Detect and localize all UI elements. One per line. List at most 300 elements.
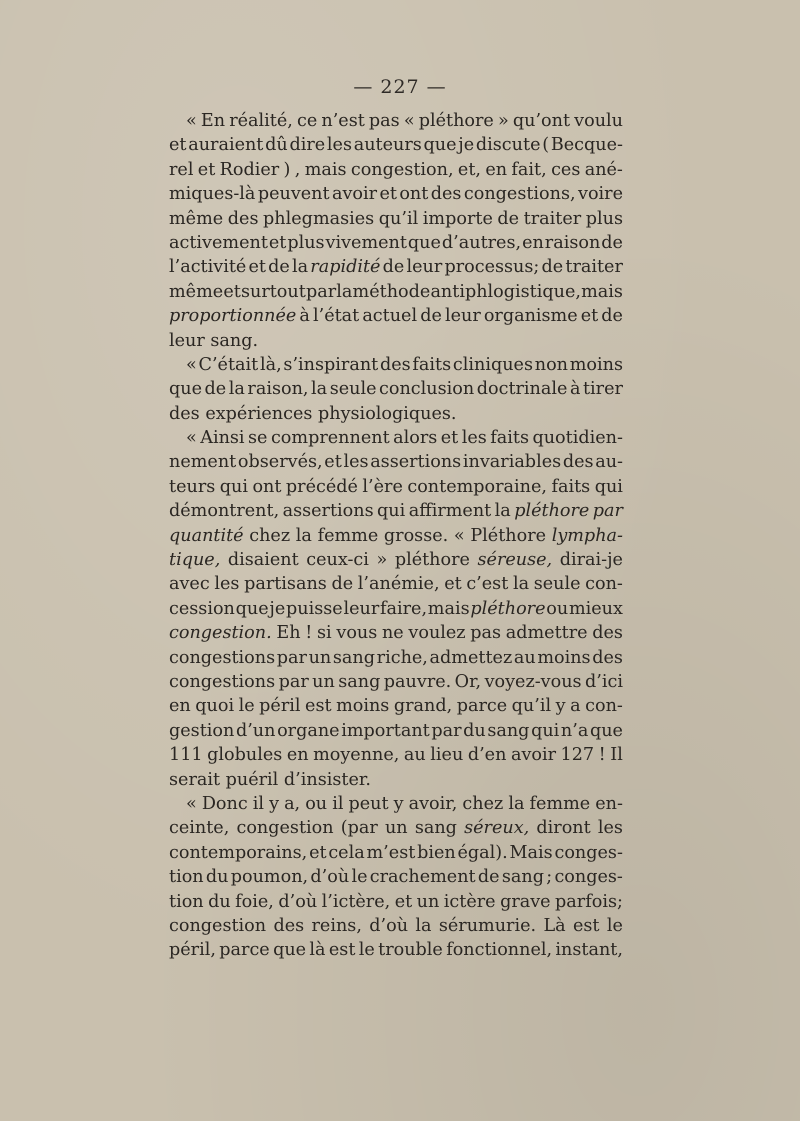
word: Eh (276, 623, 301, 644)
word: peut (348, 793, 389, 814)
word: ces (551, 159, 581, 180)
word: trouble (378, 940, 443, 961)
word: que (423, 135, 457, 156)
word: pas (470, 623, 502, 644)
word: les (461, 428, 487, 449)
word: m’est (366, 842, 416, 863)
word: ont (252, 476, 282, 497)
text-line (169, 694, 623, 718)
word: chez (249, 525, 291, 546)
word: pléthore (394, 550, 470, 571)
word: vous (336, 623, 378, 644)
word: leur (406, 257, 443, 278)
word: des (592, 623, 623, 644)
word: ceux-ci (306, 550, 369, 571)
word: 127 (560, 745, 595, 766)
word: ) (283, 159, 291, 180)
word: là (309, 940, 326, 961)
word: « (186, 428, 197, 449)
text-line (169, 670, 623, 694)
word: d’où (310, 867, 350, 888)
word: que (273, 940, 307, 961)
word: voulu (574, 111, 623, 131)
word: des (227, 208, 259, 229)
word: péril (259, 696, 301, 717)
word: seule (533, 574, 581, 595)
word: faits (490, 428, 529, 449)
word: Pléthore (470, 525, 547, 546)
word: ; (546, 867, 553, 888)
word: dirai-je (559, 550, 623, 571)
word: il (252, 793, 265, 814)
word: fonctionnel, (446, 940, 553, 961)
word: en (169, 696, 191, 717)
word: méthode (352, 281, 431, 302)
word: même (169, 281, 224, 302)
text-line (169, 255, 623, 279)
word: pléthore (470, 598, 546, 619)
word: le (358, 940, 375, 961)
word: des (273, 915, 305, 936)
word: discute (475, 135, 541, 156)
word: tirer (582, 379, 623, 400)
word: les (326, 135, 352, 156)
word: quoi (195, 696, 235, 717)
word: des (379, 354, 411, 375)
text-line (169, 402, 623, 426)
word: organisme (483, 306, 578, 327)
word: qui (594, 476, 623, 497)
word: « (186, 354, 197, 375)
word: de (204, 379, 227, 400)
word: et (444, 574, 462, 595)
word: moins (537, 647, 591, 668)
word: la (512, 574, 530, 595)
word: de (497, 208, 520, 229)
word: sang. (210, 330, 259, 351)
word: si (317, 623, 332, 644)
word: à (299, 306, 310, 327)
word: congestion, (350, 159, 454, 180)
word: faire, (380, 598, 428, 619)
word: En (200, 111, 226, 131)
word: et (197, 159, 216, 180)
word: parce (456, 696, 508, 717)
text-line (169, 231, 623, 255)
word: rapidité (310, 257, 381, 278)
word: auteurs (353, 135, 422, 156)
word: leur (444, 306, 481, 327)
word: Rodier (219, 159, 280, 180)
word: leur (169, 330, 205, 351)
word: processus; (444, 257, 540, 278)
word: assertions (282, 501, 374, 522)
word: peuvent (257, 184, 330, 205)
word: des (169, 403, 200, 424)
word: l’ictère, (321, 891, 391, 912)
word: plus (287, 232, 325, 253)
word: dû (265, 135, 288, 156)
word: et (268, 232, 287, 253)
word: a, (284, 793, 301, 814)
word: les (343, 452, 369, 473)
text-line (169, 158, 623, 182)
word: leur (343, 598, 380, 619)
word: au- (595, 452, 623, 473)
word: raison (544, 232, 601, 253)
word: raison, (247, 379, 309, 400)
text-line (169, 377, 623, 401)
word: ou (305, 793, 328, 814)
word: important (341, 720, 430, 741)
word: admettre (505, 623, 588, 644)
word: (par (340, 818, 378, 839)
word: en (286, 745, 309, 766)
word: pléthore (418, 111, 494, 131)
word: mais (304, 159, 347, 180)
text-line (169, 792, 623, 816)
text-line (169, 109, 623, 133)
word: péril, (169, 940, 216, 961)
word: du (208, 891, 231, 912)
word: un (312, 671, 335, 692)
text-line (169, 182, 623, 206)
word: faits (412, 354, 452, 375)
word: n’est (321, 111, 365, 131)
text-line (169, 646, 623, 670)
word: est (328, 940, 356, 961)
word: un (416, 891, 440, 912)
word: surtout (240, 281, 306, 302)
word: de (541, 257, 564, 278)
word: importe (422, 208, 493, 229)
word: d’autres, (441, 232, 522, 253)
word: ce (296, 111, 318, 131)
word: moins (336, 696, 390, 717)
word: l’anémie, (357, 574, 440, 595)
word: que (169, 379, 203, 400)
word: crachement (369, 867, 476, 888)
word: femme (317, 525, 379, 546)
word: moyenne, (313, 745, 400, 766)
word: y (555, 696, 566, 717)
word: rel (169, 159, 194, 180)
word: d’en (467, 745, 507, 766)
word: d’un (235, 720, 276, 741)
word: congestion (169, 915, 267, 936)
word: du (205, 867, 229, 888)
word: vivement (325, 232, 407, 253)
word: quotidien- (532, 428, 623, 449)
word: nement (169, 452, 237, 473)
text-line (169, 353, 623, 377)
word: en- (595, 793, 623, 814)
word: lieu (430, 745, 464, 766)
text-line (169, 450, 623, 474)
word: d’ici (585, 671, 623, 692)
text-line (169, 890, 623, 914)
word: , (294, 159, 301, 180)
word: ont (399, 184, 429, 205)
word: activement (169, 232, 268, 253)
word: qui (219, 476, 248, 497)
word: la (292, 257, 309, 278)
word: dire (289, 135, 326, 156)
word: miques-là (169, 184, 256, 205)
word: cession (169, 598, 235, 619)
word: pauvre. (383, 671, 452, 692)
word: » (497, 111, 509, 131)
word: congestion (236, 818, 334, 839)
word: congestions, (463, 184, 576, 205)
word: observés, (237, 452, 323, 473)
word: cela (328, 842, 365, 863)
word: « (403, 111, 415, 131)
word: et (580, 306, 599, 327)
text-line (169, 329, 623, 353)
word: « (453, 525, 465, 546)
word: réalité, (229, 111, 293, 131)
word: qu’il (378, 208, 419, 229)
word: et (248, 257, 266, 278)
word: des (562, 452, 594, 473)
word: Or, (454, 671, 482, 692)
word: de (382, 257, 405, 278)
word: disaient (227, 550, 299, 571)
word: ! (598, 745, 606, 766)
word: et (394, 891, 413, 912)
word: est (305, 696, 332, 717)
word: est (572, 915, 600, 936)
word: auraient (188, 135, 264, 156)
word: là, (259, 354, 282, 375)
word: démontrent, (169, 501, 280, 522)
word: instant, (555, 940, 623, 961)
word: par (278, 671, 309, 692)
word: puisse (286, 598, 343, 619)
text-line (169, 426, 623, 450)
word: l’état (312, 306, 360, 327)
word: précédé (285, 476, 358, 497)
word: en (485, 159, 508, 180)
word: comprennent (270, 428, 390, 449)
word: sang (414, 818, 457, 839)
word: cliniques (452, 354, 533, 375)
word: seule (329, 379, 377, 400)
word: assertions (370, 452, 462, 473)
word: ictère (443, 891, 496, 912)
word: et (169, 135, 187, 156)
word: et (223, 281, 241, 302)
word: des (592, 647, 623, 668)
text-line (169, 207, 623, 231)
word: la (336, 281, 353, 302)
text-line (169, 743, 623, 767)
text-line (169, 719, 623, 743)
word: sang (332, 647, 376, 668)
text-line (169, 133, 623, 157)
word: reins, (311, 915, 362, 936)
word: et (309, 842, 327, 863)
word: voyez-vous (484, 671, 582, 692)
word: moins (569, 354, 623, 375)
word: tion (169, 891, 204, 912)
word: actuel (362, 306, 418, 327)
word: alors (393, 428, 438, 449)
word: grand, (393, 696, 453, 717)
word: parfois; (555, 891, 623, 912)
text-line (169, 524, 623, 548)
word: grave (500, 891, 551, 912)
word: de (601, 306, 623, 327)
text-line (169, 475, 623, 499)
word: qui (377, 501, 406, 522)
word: Donc (201, 793, 248, 814)
word: de (420, 306, 442, 327)
word: puéril (225, 769, 279, 790)
word: même (169, 208, 224, 229)
word: con- (585, 696, 623, 717)
word: gestion (169, 720, 235, 741)
text-line (169, 865, 623, 889)
word: la (228, 379, 245, 400)
word: quantité (169, 525, 244, 546)
word: un (384, 818, 408, 839)
word: conges- (554, 867, 623, 888)
text-line (169, 816, 623, 840)
word: traiter (523, 208, 582, 229)
word: qu’il (511, 696, 552, 717)
word: en (522, 232, 544, 253)
word: traiter (565, 257, 623, 278)
word: ne (381, 623, 404, 644)
word: du (463, 720, 486, 741)
word: je (458, 135, 475, 156)
word: le (606, 915, 623, 936)
word: que (407, 232, 441, 253)
word: de (331, 574, 354, 595)
word: voulez (408, 623, 466, 644)
word: » (376, 550, 388, 571)
body-text (169, 109, 623, 963)
word: avec (169, 574, 210, 595)
word: « (186, 793, 197, 814)
word: il (332, 793, 344, 814)
text-line (169, 938, 623, 962)
text-line (169, 621, 623, 645)
word: et, (457, 159, 481, 180)
word: tique, (169, 550, 221, 571)
word: égal). (457, 842, 508, 863)
word: contemporaine, (407, 476, 548, 497)
word: séreuse, (477, 550, 553, 571)
word: la (415, 915, 432, 936)
word: je (269, 598, 286, 619)
word: admettez (429, 647, 513, 668)
word: parce (219, 940, 270, 961)
word: les (214, 574, 240, 595)
word: tion (169, 867, 204, 888)
word: bien (417, 842, 456, 863)
word: voire (578, 184, 623, 205)
word: s’inspirant (283, 354, 379, 375)
word: poumon, (230, 867, 309, 888)
text-line (169, 841, 623, 865)
word: contemporains, (169, 842, 308, 863)
word: n’a (560, 720, 589, 741)
word: Becque- (550, 135, 623, 156)
word: 111 (169, 745, 203, 766)
word: ! (305, 623, 313, 644)
word: et (379, 184, 397, 205)
word: sérumurie. (438, 915, 537, 936)
word: affirment (408, 501, 492, 522)
word: avoir (331, 184, 378, 205)
text-line (169, 304, 623, 328)
word: a (570, 696, 581, 717)
word: congestion. (169, 623, 272, 644)
word: congestions (169, 671, 276, 692)
word: pléthore (514, 501, 590, 522)
word: et (324, 452, 342, 473)
word: teurs (169, 476, 216, 497)
word: de (268, 257, 290, 278)
text-line (169, 548, 623, 572)
word: femme (529, 793, 591, 814)
word: grosse. (383, 525, 449, 546)
word: y (269, 793, 280, 814)
word: serait (169, 769, 221, 790)
word: la (508, 793, 525, 814)
word: d’où (278, 891, 318, 912)
word: conclusion (379, 379, 475, 400)
word: « (186, 111, 197, 131)
word: séreux, (464, 818, 530, 839)
word: Là (543, 915, 566, 936)
word: ou (546, 598, 569, 619)
word: congestions (169, 647, 276, 668)
word: globules (207, 745, 283, 766)
word: par (276, 647, 307, 668)
word: les (597, 818, 623, 839)
word: diront (536, 818, 591, 839)
word: fait, (511, 159, 547, 180)
word: organe (277, 720, 340, 741)
word: de (477, 867, 500, 888)
word: non (534, 354, 568, 375)
word: pas (368, 111, 400, 131)
word: plus (585, 208, 623, 229)
word: par (592, 501, 623, 522)
word: ané- (584, 159, 623, 180)
word: l’ère (362, 476, 403, 497)
word: Ainsi (200, 428, 245, 449)
word: chez (462, 793, 504, 814)
word: y (393, 793, 404, 814)
word: un (308, 647, 332, 668)
word: le (351, 867, 368, 888)
word: C’était (198, 354, 259, 375)
word: partisans (244, 574, 327, 595)
word: sang (501, 867, 544, 888)
text-line (169, 572, 623, 596)
word: l’activité (169, 257, 247, 278)
word: expériences (205, 403, 313, 424)
word: avoir, (408, 793, 458, 814)
word: le (238, 696, 255, 717)
word: que (589, 720, 623, 741)
text-line (169, 499, 623, 523)
